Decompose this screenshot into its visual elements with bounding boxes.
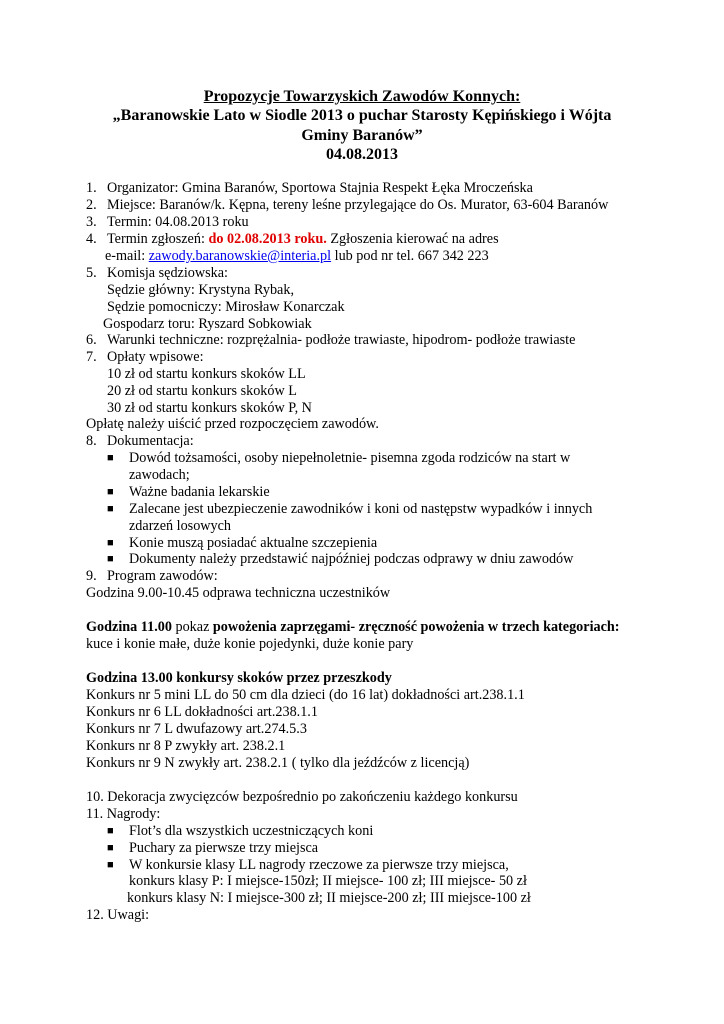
title-date: 04.08.2013 bbox=[326, 146, 398, 163]
bullet-icon: ■ bbox=[107, 553, 114, 565]
item-5 bbox=[86, 265, 228, 282]
item-10: 10. Dekoracja zwycięzców bezpośrednio po zakończeniu każdego konkursu bbox=[86, 789, 518, 805]
program-time: Godzina 11.00 bbox=[86, 619, 172, 635]
item-4-contact bbox=[105, 248, 489, 265]
competition-8: Konkurs nr 8 P zwykły art. 238.2.1 bbox=[86, 738, 286, 754]
item-number: 9. bbox=[86, 568, 97, 584]
course-host: Gospodarz toru: Ryszard Sobkowiak bbox=[103, 316, 312, 332]
program-event: powożenia zaprzęgami- zręczność powożenia w trzech kategoriach: bbox=[212, 619, 620, 635]
deadline-date: do 02.08.2013 roku. bbox=[208, 231, 327, 247]
bullet-icon: ■ bbox=[107, 537, 114, 549]
bullet-icon: ■ bbox=[107, 503, 114, 515]
bullet-text: Dokumenty należy przedstawić najpóźniej podczas odprawy w dniu zawodów bbox=[129, 551, 574, 567]
item-1 bbox=[86, 180, 533, 197]
title-line-1: Propozycje Towarzyskich Zawodów Konnych: bbox=[203, 88, 521, 105]
award-class-n: konkurs klasy N: I miejsce-300 zł; II miejsce-200 zł; III miejsce-100 zł bbox=[127, 890, 531, 906]
item-6 bbox=[86, 332, 576, 349]
item-text: Warunki techniczne: rozprężalnia- podłoże trawiaste, hipodrom- podłoże trawiaste bbox=[107, 332, 576, 348]
bullet-icon: ■ bbox=[107, 825, 114, 837]
item-2 bbox=[86, 197, 609, 214]
item-number: 5. bbox=[86, 265, 97, 281]
program-text: pokaz bbox=[171, 619, 213, 635]
email-label: e-mail: bbox=[105, 248, 149, 264]
program-driving-categories: kuce i konie małe, duże konie pojedynki, duże konie pary bbox=[86, 636, 414, 652]
bullet-icon: ■ bbox=[107, 452, 114, 464]
item-8 bbox=[86, 433, 194, 450]
program-driving-show bbox=[86, 619, 620, 636]
doc-bullet-1-cont: zawodach; bbox=[129, 467, 190, 483]
judge-main: Sędzie główny: Krystyna Rybak, bbox=[107, 282, 294, 298]
doc-bullet-3-cont: zdarzeń losowych bbox=[129, 518, 232, 534]
bullet-icon: ■ bbox=[107, 842, 114, 854]
bullet-text: Ważne badania lekarskie bbox=[129, 484, 270, 500]
competition-5: Konkurs nr 5 mini LL do 50 cm dla dzieci (do 16 lat) dokładności art.238.1.1 bbox=[86, 687, 525, 703]
item-text: Miejsce: Baranów/k. Kępna, tereny leśne przylegające do Os. Murator, 63-604 Baranów bbox=[107, 197, 609, 213]
deadline-label: Termin zgłoszeń: bbox=[107, 231, 209, 247]
fee-note: Opłatę należy uiścić przed rozpoczęciem zawodów. bbox=[86, 416, 379, 432]
judge-assistant: Sędzie pomocniczy: Mirosław Konarczak bbox=[107, 299, 345, 315]
program-jumping-heading: Godzina 13.00 konkursy skoków przez przeszkody bbox=[86, 670, 392, 686]
title-line-2: „Baranowskie Lato w Siodle 2013 o puchar Starosty Kępińskiego i Wójta bbox=[112, 107, 612, 124]
bullet-text: W konkursie klasy LL nagrody rzeczowe za pierwsze trzy miejsca, bbox=[129, 857, 509, 873]
item-number: 2. bbox=[86, 197, 97, 213]
phone-text: lub pod nr tel. 667 342 223 bbox=[331, 248, 489, 264]
competition-9: Konkurs nr 9 N zwykły art. 238.2.1 ( tylko dla jeźdźców z licencją) bbox=[86, 755, 470, 771]
item-4 bbox=[86, 231, 499, 248]
item-text: Opłaty wpisowe: bbox=[107, 349, 204, 365]
bullet-icon: ■ bbox=[107, 859, 114, 871]
item-number: 7. bbox=[86, 349, 97, 365]
bullet-text: Puchary za pierwsze trzy miejsca bbox=[129, 840, 319, 856]
deadline-note: Zgłoszenia kierować na adres bbox=[326, 231, 499, 247]
competition-6: Konkurs nr 6 LL dokładności art.238.1.1 bbox=[86, 704, 318, 720]
item-11: 11. Nagrody: bbox=[86, 806, 161, 822]
item-text: Termin: 04.08.2013 roku bbox=[107, 214, 249, 230]
item-9 bbox=[86, 568, 218, 585]
item-number: 6. bbox=[86, 332, 97, 348]
item-number: 8. bbox=[86, 433, 97, 449]
item-7 bbox=[86, 349, 204, 366]
item-number: 4. bbox=[86, 231, 97, 247]
item-text: Organizator: Gmina Baranów, Sportowa Stajnia Respekt Łęka Mroczeńska bbox=[107, 180, 533, 196]
fee-l: 20 zł od startu konkurs skoków L bbox=[107, 383, 297, 399]
email-link[interactable]: zawody.baranowskie@interia.pl bbox=[148, 248, 332, 264]
item-text bbox=[107, 231, 499, 248]
item-3 bbox=[86, 214, 249, 231]
bullet-text: Zalecane jest ubezpieczenie zawodników i koni od następstw wypadków i innych bbox=[129, 501, 593, 517]
item-number: 1. bbox=[86, 180, 97, 196]
item-text: Dokumentacja: bbox=[107, 433, 194, 449]
item-number: 3. bbox=[86, 214, 97, 230]
bullet-icon: ■ bbox=[107, 486, 114, 498]
award-class-p: konkurs klasy P: I miejsce-150zł; II miejsce- 100 zł; III miejsce- 50 zł bbox=[129, 873, 527, 889]
fee-pn: 30 zł od startu konkurs skoków P, N bbox=[107, 400, 312, 416]
item-text: Komisja sędziowska: bbox=[107, 265, 228, 281]
bullet-text: Konie muszą posiadać aktualne szczepienia bbox=[129, 535, 378, 551]
fee-ll: 10 zł od startu konkurs skoków LL bbox=[107, 366, 306, 382]
program-briefing: Godzina 9.00-10.45 odprawa techniczna uczestników bbox=[86, 585, 391, 601]
title-line-3: Gminy Baranów” bbox=[301, 127, 423, 144]
bullet-text: Flot’s dla wszystkich uczestniczących koni bbox=[129, 823, 374, 839]
item-12: 12. Uwagi: bbox=[86, 907, 150, 923]
item-text: Program zawodów: bbox=[107, 568, 218, 584]
bullet-text: Dowód tożsamości, osoby niepełnoletnie- pisemna zgoda rodziców na start w bbox=[129, 450, 571, 466]
competition-7: Konkurs nr 7 L dwufazowy art.274.5.3 bbox=[86, 721, 307, 737]
